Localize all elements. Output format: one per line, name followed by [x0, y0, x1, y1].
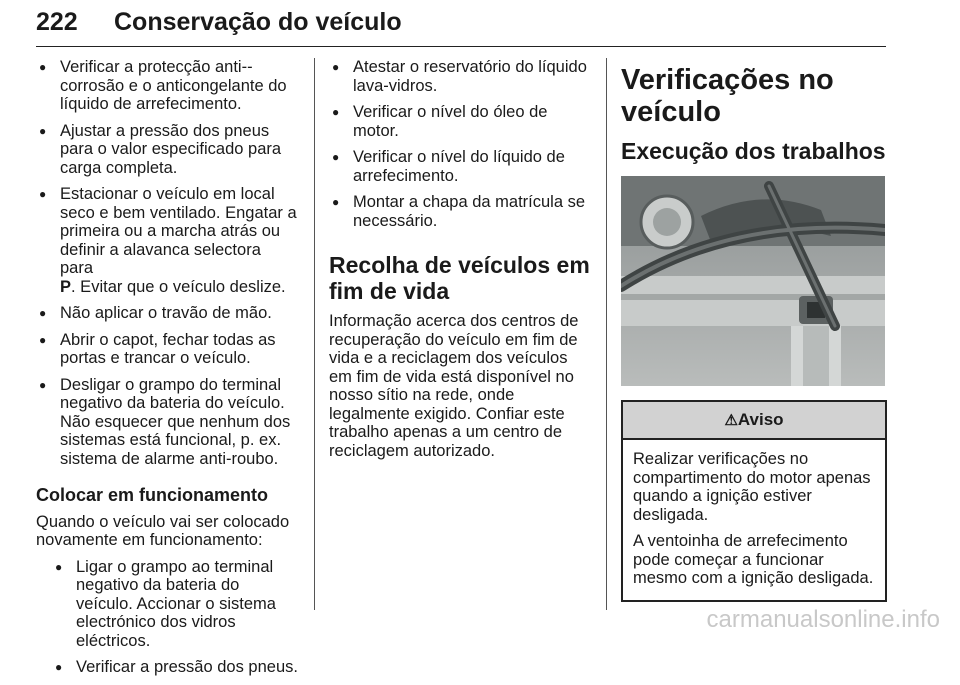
column-right — [621, 64, 887, 602]
warning-box — [621, 400, 887, 602]
list-item: ● Desligar o grampo do terminal negativo da bateria do veículo. Não esquecer que nenhum dos sistemas está funcional, p. ex. sistema de alarme anti-roubo. — [36, 376, 298, 469]
list-item: ● Ligar o grampo ao terminal negativo da bateria do veículo. Accionar o sistema electrónico dos vidros eléctricos. — [52, 558, 298, 651]
list-item: ● Abrir o capot, fechar todas as portas e trancar o veículo. — [36, 331, 298, 368]
list-item: ● Não aplicar o travão de mão. — [36, 304, 298, 323]
column-divider — [606, 58, 607, 610]
list-item-text: Estacionar o veículo em local seco e bem ventilado. Engatar a primeira ou a marcha atrás ou definir a alavanca selectora para — [60, 185, 297, 277]
warning-text: Realizar verificações no compartimento do motor apenas quando a ignição estiver desligada. — [633, 450, 871, 524]
page-title: Conservação do veículo — [114, 8, 402, 36]
column-left — [36, 58, 298, 685]
gear-position-p: P — [60, 277, 72, 296]
engine-bay-photo — [621, 176, 885, 386]
warning-header — [623, 402, 885, 440]
list-item — [36, 185, 298, 296]
page-number: 222 — [36, 8, 78, 36]
storage-checklist — [36, 58, 298, 468]
page-header — [36, 6, 886, 47]
list-item: ● Verificar a pressão dos pneus. — [52, 658, 298, 677]
list-item: ● Ajustar a pressão dos pneus para o valor especificado para carga completa. — [36, 122, 298, 178]
restart-checklist-continued — [329, 58, 591, 230]
watermark: carmanualsonline.info — [706, 606, 940, 633]
column-divider — [314, 58, 315, 610]
warning-text: A ventoinha de arrefecimento pode começar a funcionar mesmo com a ignição desligada. — [633, 532, 874, 587]
section-heading: Recolha de veículos em fim de vida — [329, 252, 590, 304]
list-item-text-tail: . Evitar que o veículo deslize. — [71, 277, 286, 296]
engine-bay-illustration — [621, 176, 885, 386]
list-item: ● Verificar a protecção anti--corrosão e o anticongelante do líquido de arrefecimento. — [36, 58, 298, 114]
chapter-title: Verificações no veículo — [621, 64, 834, 128]
section-heading: Execução dos trabalhos — [621, 138, 886, 164]
list-item: ● Atestar o reservatório do líquido lava-vidros. — [329, 58, 591, 95]
list-item: ● Verificar o nível do óleo de motor. — [329, 103, 591, 140]
section-heading: Colocar em funcionamento — [36, 485, 269, 505]
list-item: ● Montar a chapa da matrícula se necessário. — [329, 193, 591, 230]
warning-title: Aviso — [737, 410, 784, 429]
warning-body — [623, 440, 885, 600]
warning-triangle-icon: ⚠ — [724, 412, 738, 429]
section-intro: Quando o veículo vai ser colocado novamente em funcionamento: — [36, 512, 290, 549]
restart-checklist — [36, 558, 298, 677]
section-paragraph: Informação acerca dos centros de recuperação do veículo em fim de vida e a reciclagem dos veículos em fim de vida está disponível no nosso sítio na rede, onde legalmente exigido. Confiar este trabalho apenas a um centro de reciclagem autorizado. — [329, 312, 579, 460]
column-middle — [329, 58, 591, 468]
list-item: ● Verificar o nível do líquido de arrefecimento. — [329, 148, 591, 185]
